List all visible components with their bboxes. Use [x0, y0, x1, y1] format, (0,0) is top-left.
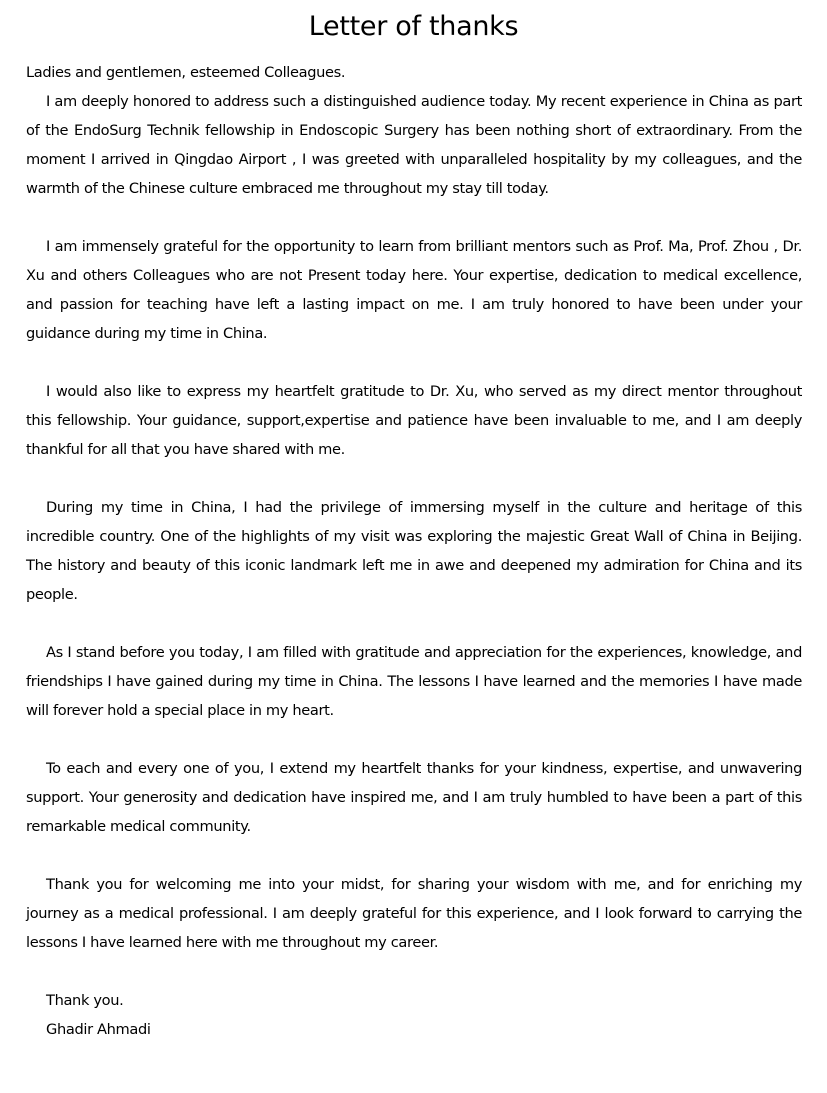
letter-body: [26, 58, 802, 1044]
paragraph-welcome: Thank you for welcoming me into your midst, for sharing your wisdom with me, and for enriching my journey as a medical professional. I am deeply grateful for this experience, and I look forward to carrying the lessons I have learned here with me throughout my career.: [26, 876, 802, 951]
signature: Ghadir Ahmadi: [46, 1021, 151, 1038]
paragraph-mentors: I am immensely grateful for the opportunity to learn from brilliant mentors such as Prof. Ma, Prof. Zhou , Dr. Xu and others Colleagues who are not Present today here. Your expertise, dedication to medical excellence, and passion for teaching have left a lasting impact on me. I am truly honored to have been under your guidance during my time in China.: [26, 238, 802, 342]
paragraph-gratitude: As I stand before you today, I am filled with gratitude and appreciation for the experiences, knowledge, and friendships I have gained during my time in China. The lessons I have learned and the memories I have made will forever hold a special place in my heart.: [26, 644, 802, 719]
paragraph-culture: During my time in China, I had the privilege of immersing myself in the culture and heritage of this incredible country. One of the highlights of my visit was exploring the majestic Great Wall of China in Beijing. The history and beauty of this iconic landmark left me in awe and deepened my admiration for China and its people.: [26, 499, 802, 603]
salutation: Ladies and gentlemen, esteemed Colleagues.: [26, 64, 346, 81]
letter-title: Letter of thanks: [308, 11, 519, 42]
closing-block: [26, 986, 802, 1044]
closing-line: Thank you.: [46, 992, 124, 1009]
paragraph-introduction: I am deeply honored to address such a distinguished audience today. My recent experience in China as part of the EndoSurg Technik fellowship in Endoscopic Surgery has been nothing short of extraordinary. From the moment I arrived in Qingdao Airport , I was greeted with unparalleled hospitality by my colleagues, and the warmth of the Chinese culture embraced me throughout my stay till today.: [26, 93, 802, 197]
paragraph-thanks: To each and every one of you, I extend my heartfelt thanks for your kindness, expertise, and unwavering support. Your generosity and dedication have inspired me, and I am truly humbled to have been a part of this remarkable medical community.: [26, 760, 802, 835]
paragraph-direct-mentor: I would also like to express my heartfelt gratitude to Dr. Xu, who served as my direct mentor throughout this fellowship. Your guidance, support,expertise and patience have been invaluable to me, and I am deeply thankful for all that you have shared with me.: [26, 383, 802, 458]
